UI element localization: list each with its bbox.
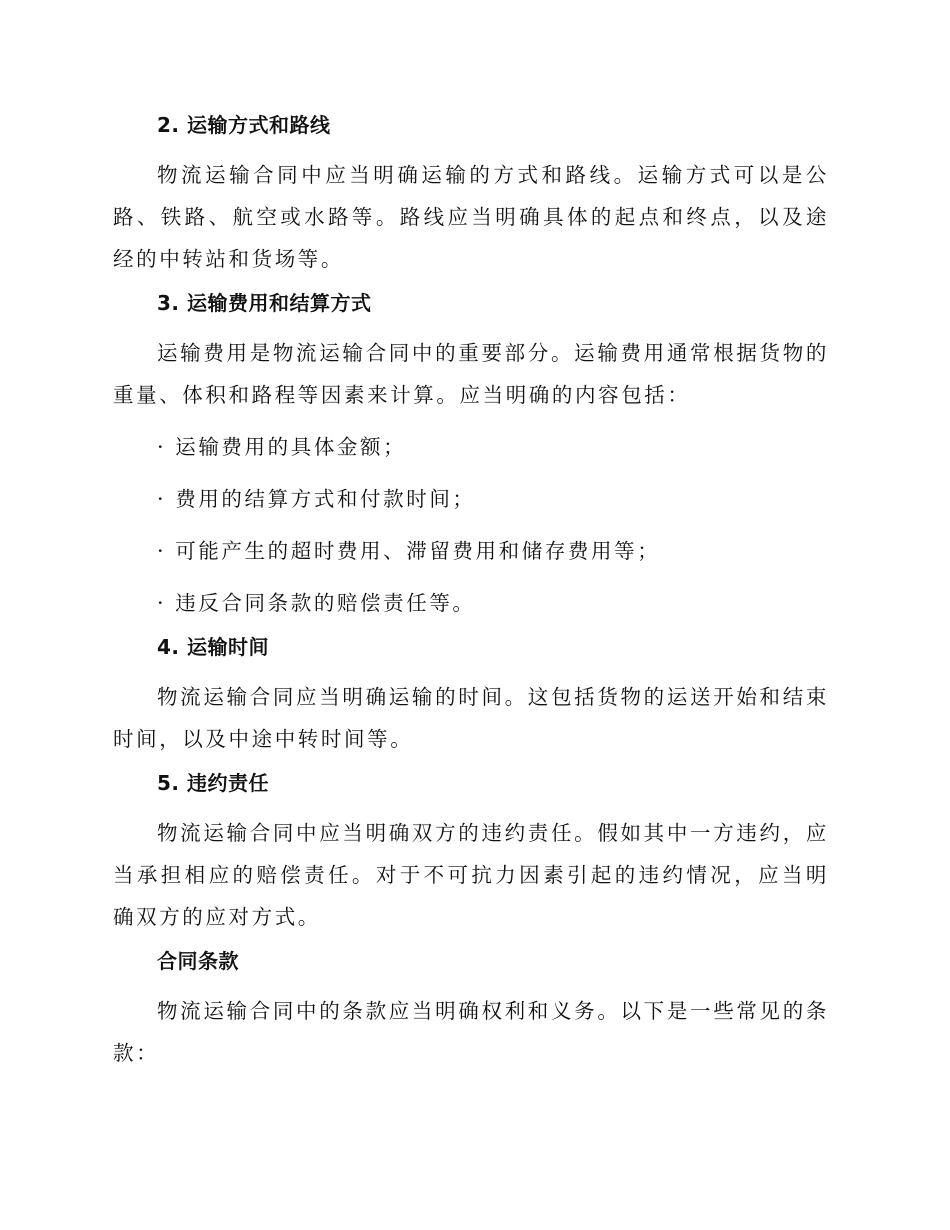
section-paragraph-breach-liability: 物流运输合同中应当明确双方的违约责任。假如其中一方违约，应当承担相应的赔偿责任。对于不可抗力因素引起的违约情况，应当明确双方的应对方式。 [113,821,829,929]
bullet-item-settlement: · 费用的结算方式和付款时间； [157,487,476,511]
bullet-item-fee-amount: · 运输费用的具体金额； [157,435,407,459]
section-heading-breach-liability: 5. 违约责任 [157,771,269,795]
section-heading-transport-time: 4. 运输时间 [157,635,269,659]
bullet-item-compensation: · 违反合同条款的赔偿责任等。 [157,591,476,615]
section-heading-transport-fees: 3. 运输费用和结算方式 [157,291,372,315]
section-paragraph-transport-fees: 运输费用是物流运输合同中的重要部分。运输费用通常根据货物的重量、体积和路程等因素来计算。应当明确的内容包括： [113,341,829,407]
document-body [113,110,829,1074]
section-heading-transport-mode: 2. 运输方式和路线 [157,113,331,137]
section-heading-contract-terms: 合同条款 [157,949,239,973]
section-paragraph-transport-mode: 物流运输合同中应当明确运输的方式和路线。运输方式可以是公路、铁路、航空或水路等。路线应当明确具体的起点和终点，以及途经的中转站和货场等。 [113,163,829,271]
section-paragraph-transport-time: 物流运输合同应当明确运输的时间。这包括货物的运送开始和结束时间，以及中途中转时间等。 [113,685,829,751]
bullet-item-extra-fees: · 可能产生的超时费用、滞留费用和储存费用等； [157,539,661,563]
section-paragraph-contract-terms: 物流运输合同中的条款应当明确权利和义务。以下是一些常见的条款： [113,999,829,1065]
